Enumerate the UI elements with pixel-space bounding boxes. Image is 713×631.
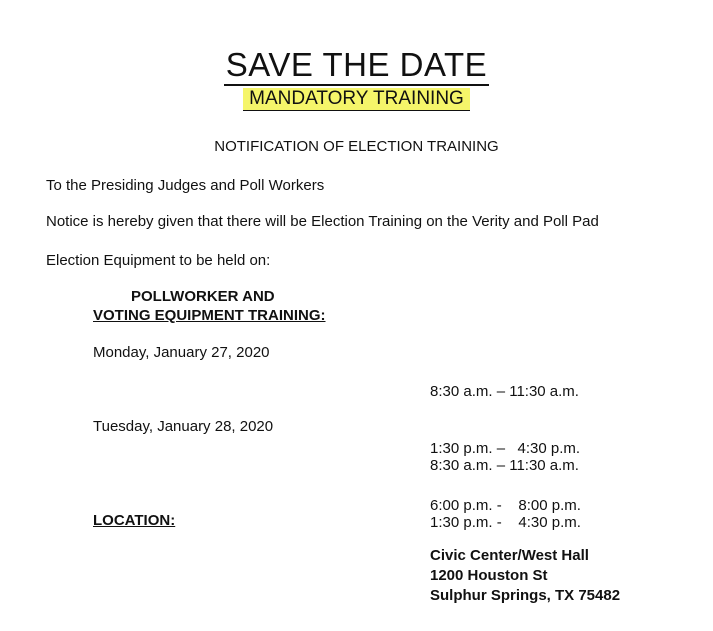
notice-line-1: Notice is hereby given that there will be Election Training on the Verity and Poll Pad <box>46 213 599 230</box>
time-slot: 1:30 p.m. – 4:30 p.m. <box>430 440 581 457</box>
time-slot: 1:30 p.m. - 4:30 p.m. <box>430 514 581 531</box>
title <box>0 46 713 86</box>
time-slot: 8:30 a.m. – 11:30 a.m. <box>430 383 579 400</box>
time-slot: 8:30 a.m. – 11:30 a.m. <box>430 457 579 474</box>
title-text: SAVE THE DATE <box>224 46 489 86</box>
address-line: 1200 Houston St <box>430 567 548 584</box>
training-heading-line-1: POLLWORKER AND <box>131 288 275 305</box>
session-day-tuesday: Tuesday, January 28, 2020 <box>93 418 274 435</box>
location-heading: LOCATION: <box>93 512 176 529</box>
subtitle-text: MANDATORY TRAINING <box>243 88 470 111</box>
address-line: Civic Center/West Hall <box>430 547 589 564</box>
subtitle <box>0 88 713 111</box>
notice-line-2: Election Equipment to be held on: <box>46 252 271 269</box>
session-day-monday: Monday, January 27, 2020 <box>93 344 270 361</box>
notification-heading: NOTIFICATION OF ELECTION TRAINING <box>214 138 499 155</box>
address-line: Sulphur Springs, TX 75482 <box>430 587 621 604</box>
location-address <box>430 546 620 606</box>
time-slot: 6:00 p.m. - 8:00 p.m. <box>430 497 581 514</box>
addressee-line: To the Presiding Judges and Poll Workers <box>46 177 325 194</box>
training-heading-line-2: VOTING EQUIPMENT TRAINING: <box>93 307 326 324</box>
